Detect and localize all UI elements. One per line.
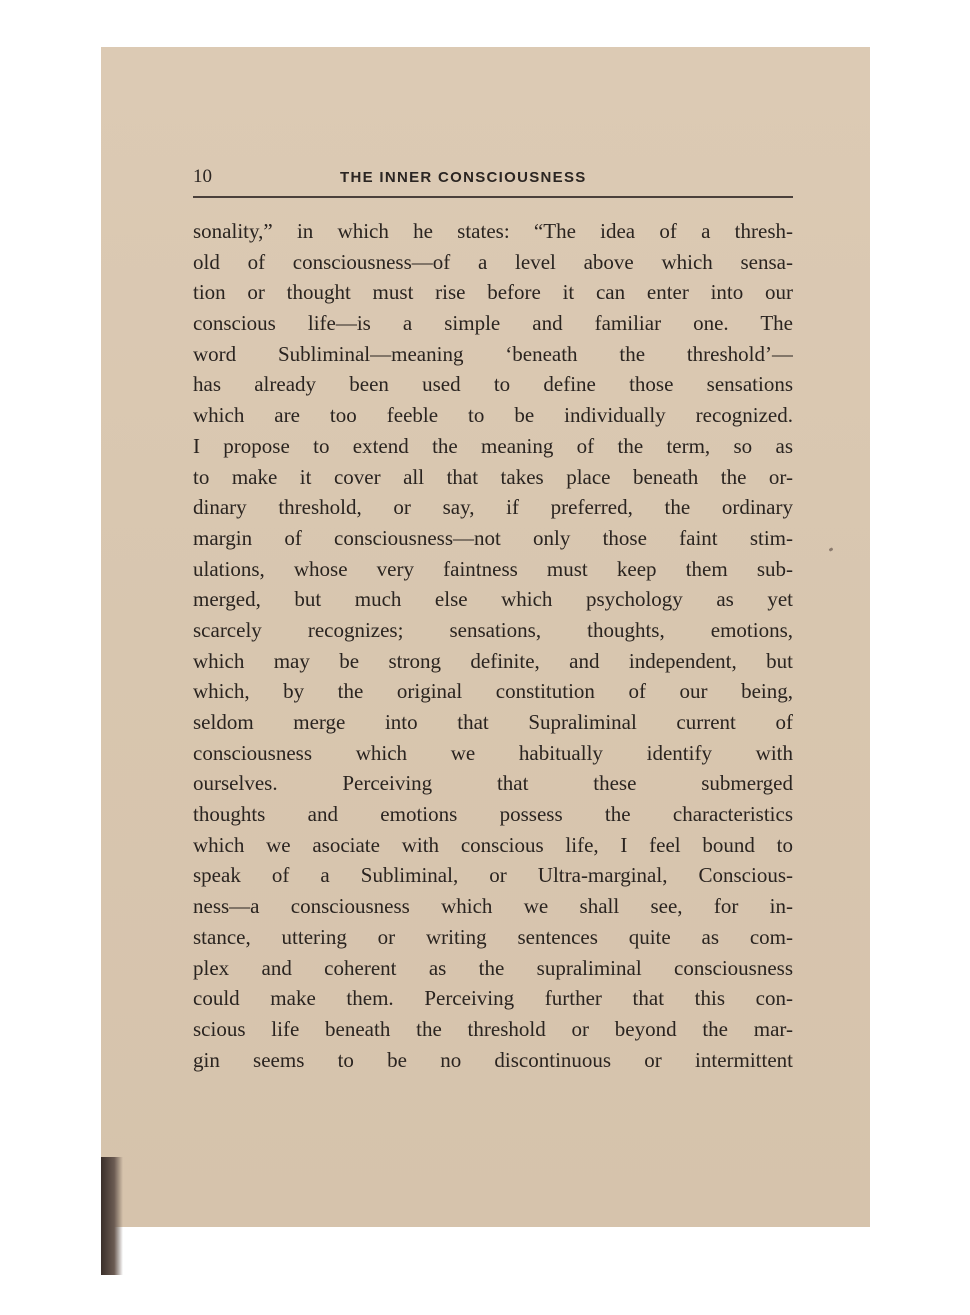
text-line: ness—a consciousness which we shall see, for in- bbox=[193, 894, 793, 919]
text-line: which are too feeble to be individually recognized. bbox=[193, 403, 793, 428]
body-text bbox=[193, 216, 793, 1075]
running-head-title: THE INNER CONSCIOUSNESS bbox=[340, 169, 587, 186]
text-line: scious life beneath the threshold or beyond the mar- bbox=[193, 1016, 793, 1041]
text-line: merged, but much else which psychology as yet bbox=[193, 587, 793, 612]
text-line: scarcely recognizes; sensations, thoughts, emotions, bbox=[193, 617, 793, 642]
text-line: gin seems to be no discontinuous or intermittent bbox=[193, 1047, 793, 1072]
text-line: consciousness which we habitually identify with bbox=[193, 740, 793, 765]
text-line: could make them. Perceiving further that this con- bbox=[193, 986, 793, 1011]
text-line: has already been used to define those sensations bbox=[193, 372, 793, 397]
text-line: tion or thought must rise before it can enter into our bbox=[193, 280, 793, 305]
running-header bbox=[193, 166, 793, 192]
text-line: ulations, whose very faintness must keep them sub- bbox=[193, 556, 793, 581]
text-line: to make it cover all that takes place beneath the or- bbox=[193, 464, 793, 489]
header-rule bbox=[193, 196, 793, 198]
text-line: speak of a Subliminal, or Ultra-marginal, Conscious- bbox=[193, 863, 793, 888]
text-line: sonality,” in which he states: “The idea of a thresh- bbox=[193, 219, 793, 243]
text-line: conscious life—is a simple and familiar one. The bbox=[193, 311, 793, 336]
text-line: old of consciousness—of a level above which sensa- bbox=[193, 249, 793, 274]
text-line: which we asociate with conscious life, I feel bound to bbox=[193, 832, 793, 857]
text-line: margin of consciousness—not only those faint stim- bbox=[193, 525, 793, 550]
text-line: stance, uttering or writing sentences quite as com- bbox=[193, 924, 793, 949]
text-line: I propose to extend the meaning of the term, so as bbox=[193, 433, 793, 458]
text-line: dinary threshold, or say, if preferred, the ordinary bbox=[193, 495, 793, 520]
text-line: ourselves. Perceiving that these submerged bbox=[193, 771, 793, 796]
text-line: word Subliminal—meaning ‘beneath the threshold’— bbox=[193, 341, 793, 366]
text-line: which, by the original constitution of our being, bbox=[193, 679, 793, 704]
text-line: which may be strong definite, and independent, but bbox=[193, 648, 793, 673]
text-line: plex and coherent as the supraliminal consciousness bbox=[193, 955, 793, 980]
text-line: seldom merge into that Supraliminal current of bbox=[193, 710, 793, 734]
page-number: 10 bbox=[193, 166, 212, 187]
text-line: thoughts and emotions possess the characteristics bbox=[193, 802, 793, 827]
binding-edge-shadow bbox=[101, 1157, 123, 1275]
